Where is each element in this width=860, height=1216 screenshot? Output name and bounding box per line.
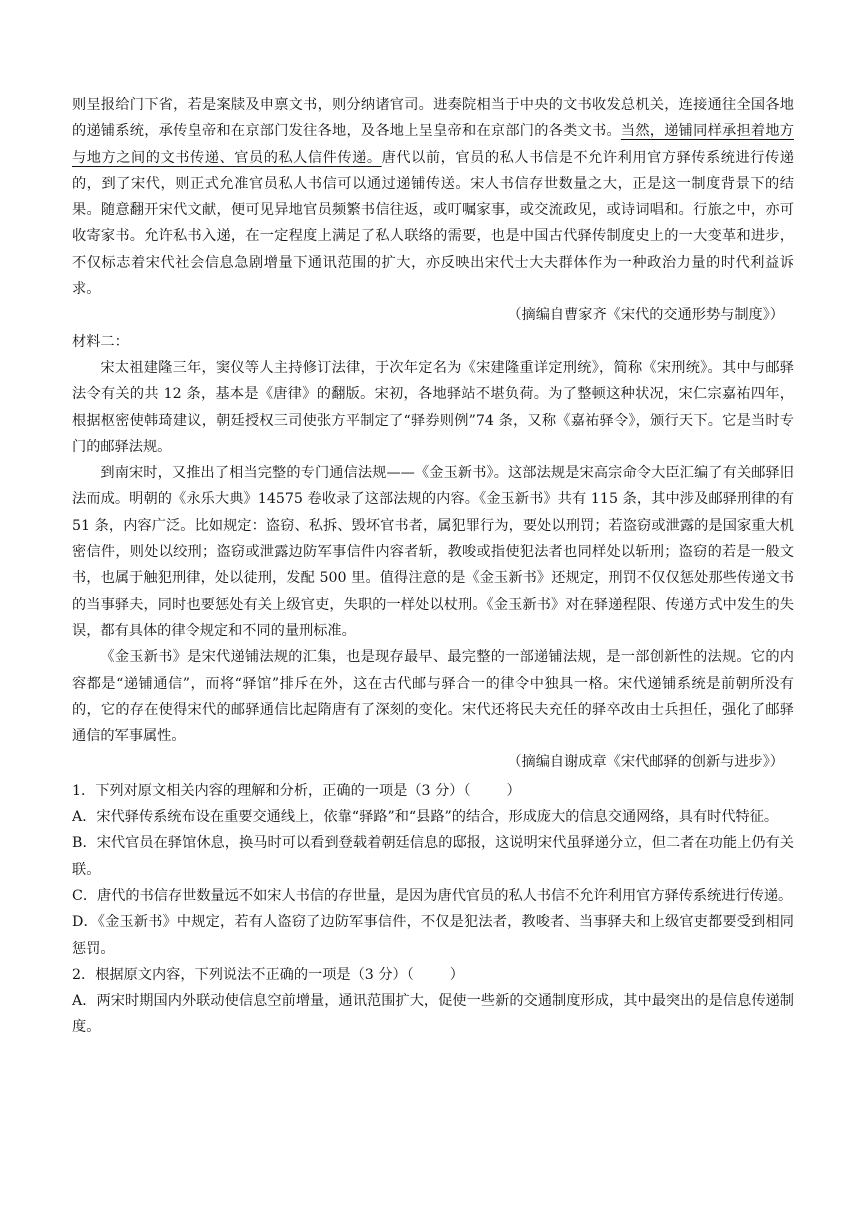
question-1-option-a: A．宋代驿传系统布设在重要交通线上，依靠“驿路”和“县路”的结合，形成庞大的信息交通网络，具有时代特征。 [72,809,779,826]
question-2-option-a: A．两宋时期国内外联动使信息空前增量，通讯范围扩大，促使一些新的交通制度形成，其中最突出的是信息传递制度。 [72,993,794,1036]
material1-underlined-sentence: 当然，递铺同样承担着地方与地方之间的文书传递、官员的私人信件传递。 [72,123,794,166]
question-1-option-b: B．宋代官员在驿馆休息，换马时可以看到登载着朝廷信息的邸报，这说明宋代虽驿递分立，但二者在功能上仍有关联。 [72,835,794,878]
exam-page [72,92,794,1041]
question-2-stem: 2．根据原文内容，下列说法不正确的一项是（3 分）（ ） [72,966,464,983]
material2-source: （摘编自谢成章《宋代邮驿的创新与进步》） [507,754,784,771]
material1-text-b: 唐代以前，官员的私人书信是不允许利用官方驿传系统进行传递的，到了宋代，则正式允准官员私人书信可以通过递铺传送。宋人书信存世数量之大，正是这一制度背景下的结果。随意翻开宋代文献，便可见异地官员频繁书信往返，或叮嘱家事，或交流政见，或诗词唱和。行旅之中，亦可收寄家书。允许私书入递，在一定程度上满足了私人联络的需要，也是中国古代驿传制度史上的一大变革和进步，不仅标志着宋代社会信息急剧增量下通讯范围的扩大，亦反映出宋代士大夫群体作为一种政治力量的时代利益诉求。 [72,149,794,298]
material1-text-a: 则呈报给门下省，若是案牍及申禀文书，则分纳诸官司。进奏院相当于中央的文书收发总机关，连接通往全国各地的递铺系统，承传皇帝和在京部门发往各地，及各地上呈皇帝和在京部门的各类文书。 [72,97,794,140]
material2-paragraph-1: 宋太祖建隆三年，窦仪等人主持修订法律，于次年定名为《宋建隆重详定刑统》，简称《宋刑统》。其中与邮驿法令有关的共 12 条，基本是《唐律》的翻版。宋初，各地驿站不堪负荷。为了整顿这种状况，宋仁宗嘉祐四年，根据枢密使韩琦建议，朝廷授权三司使张方平制定了“驿券则例”74 条，又称《嘉祐驿令》，颁行天下。它是当时专门的邮驿法规。 [72,359,794,455]
material2-paragraph-3: 《金玉新书》是宋代递铺法规的汇集，也是现存最早、最完整的一部递铺法规，是一部创新性的法规。它的内容都是“递铺通信”，而将“驿馆”排斥在外，这在古代邮与驿合一的律令中独具一格。宋代递铺系统是前朝所没有的，它的存在使得宋代的邮驿通信比起隋唐有了深刻的变化。宋代还将民夫充任的驿卒改由士兵担任，强化了邮驿通信的军事属性。 [72,649,794,745]
question-1-stem: 1．下列对原文相关内容的理解和分析，正确的一项是（3 分）（ ） [72,782,521,799]
material1-source: （摘编自曹家齐《宋代的交通形势与制度》） [507,307,784,324]
material1-paragraph [72,92,794,302]
question-1-option-d: D．《金玉新书》中规定，若有人盗窃了边防军事信件，不仅是犯法者，教唆者、当事驿夫和上级官吏都要受到相同惩罚。 [72,914,794,957]
material2-heading: 材料二： [72,333,129,350]
material2-paragraph-2: 到南宋时，又推出了相当完整的专门通信法规——《金玉新书》。这部法规是宋高宗命令大臣汇编了有关邮驿旧法而成。明朝的《永乐大典》14575 卷收录了这部法规的内容。《金玉新书》共有 115 条，其中涉及邮驿刑律的有 51 条，内容广泛。比如规定：盗窃、私拆、毁坏官书者，属犯罪行为，要处以刑罚；若盗窃或泄露的是国家重大机密信件，则处以绞刑；盗窃或泄露边防军事信件内容者斩，教唆或指使犯法者也同样处以斩刑；盗窃的若是一般文书，也属于触犯刑律，处以徒刑，发配 500 里。值得注意的是《金玉新书》还规定，刑罚不仅仅惩处那些传递文书的当事驿夫，同时也要惩处有关上级官吏，失职的一样处以杖刑。《金玉新书》对在驿递程限、传递方式中发生的失误，都有具体的律令规定和不同的量刑标准。 [72,465,794,639]
question-1-option-c: C．唐代的书信存世数量远不如宋人书信的存世量，是因为唐代官员的私人书信不允许利用官方驿传系统进行传递。 [72,887,793,904]
